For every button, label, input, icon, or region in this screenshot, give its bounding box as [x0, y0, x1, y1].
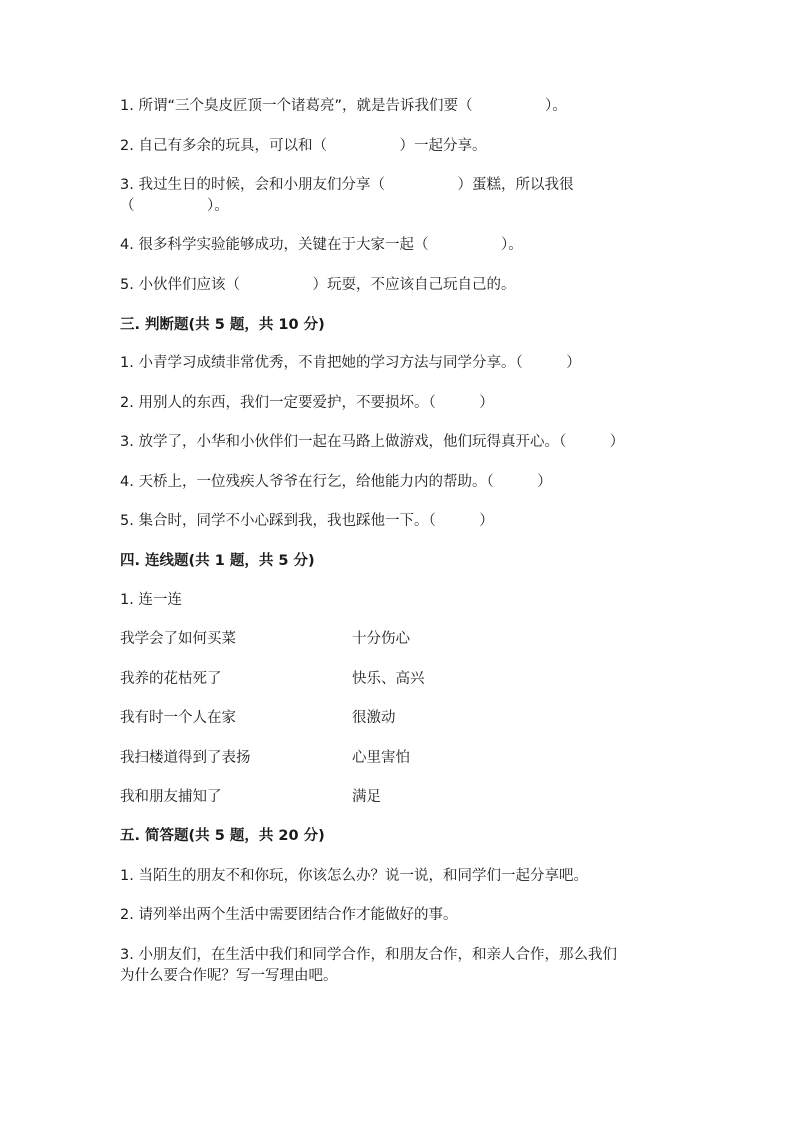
match-left-item: 我有时一个人在家: [120, 710, 236, 726]
matching-section-title: 四. 连线题(共 1 题，共 5 分): [120, 553, 315, 569]
match-left-item: 我扫楼道得到了表扬: [120, 750, 251, 766]
judge-section-title: 三. 判断题(共 5 题，共 10 分): [120, 317, 325, 333]
judge-question-2: 2. 用别人的东西，我们一定要爱护，不要损坏。（ ）: [120, 395, 494, 411]
fill-in-question-1: 1. 所谓“三个臭皮匠顶一个诸葛亮”，就是告诉我们要（ ）。: [120, 98, 567, 114]
match-right-item: 满足: [352, 789, 381, 805]
match-right-item: 十分伤心: [352, 631, 410, 647]
match-right-item: 心里害怕: [352, 750, 410, 766]
fill-in-question-3-line-1: 3. 我过生日的时候，会和小朋友们分享（ ）蛋糕，所以我很: [120, 177, 574, 193]
matching-question: 1. 连一连: [120, 592, 182, 608]
short-answer-question-1: 1. 当陌生的朋友不和你玩，你该怎么办？说一说，和同学们一起分享吧。: [120, 868, 588, 884]
match-right-item: 很激动: [352, 710, 396, 726]
short-answer-question-3-line-1: 3. 小朋友们，在生活中我们和同学合作，和朋友合作，和亲人合作，那么我们: [120, 947, 617, 963]
match-left-item: 我养的花枯死了: [120, 671, 222, 687]
fill-in-question-4: 4. 很多科学实验能够成功，关键在于大家一起（ ）。: [120, 237, 523, 253]
fill-in-question-2: 2. 自己有多余的玩具，可以和（ ）一起分享。: [120, 138, 487, 154]
short-answer-question-2: 2. 请列举出两个生活中需要团结合作才能做好的事。: [120, 907, 458, 923]
match-left-item: 我和朋友捕知了: [120, 789, 222, 805]
match-right-item: 快乐、高兴: [352, 671, 425, 687]
judge-question-1: 1. 小青学习成绩非常优秀，不肯把她的学习方法与同学分享。（ ）: [120, 355, 581, 371]
judge-question-4: 4. 天桥上，一位残疾人爷爷在行乞，给他能力内的帮助。（ ）: [120, 474, 552, 490]
short-answer-section-title: 五. 简答题(共 5 题，共 20 分): [120, 828, 325, 844]
judge-question-5: 5. 集合时，同学不小心踩到我，我也踩他一下。（ ）: [120, 513, 494, 529]
fill-in-question-3-line-2: （ ）。: [120, 198, 229, 214]
judge-question-3: 3. 放学了，小华和小伙伴们一起在马路上做游戏，他们玩得真开心。（ ）: [120, 434, 625, 450]
fill-in-question-5: 5. 小伙伴们应该（ ）玩耍，不应该自己玩自己的。: [120, 277, 516, 293]
short-answer-question-3-line-2: 为什么要合作呢？写一写理由吧。: [120, 968, 338, 984]
match-left-item: 我学会了如何买菜: [120, 631, 236, 647]
